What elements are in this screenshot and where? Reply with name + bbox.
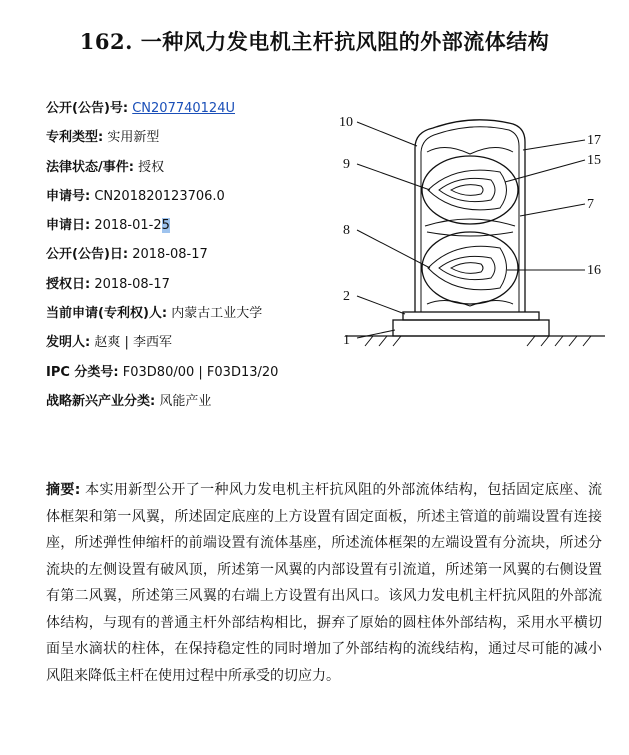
field-value: 赵爽 | 李西军 (94, 335, 172, 351)
first-wing (422, 156, 518, 224)
field-legal-status (46, 153, 346, 182)
field-industry (46, 387, 346, 416)
leader-10 (357, 122, 417, 146)
bottom-pattern (427, 300, 513, 306)
field-label: 公开(公告)号: (46, 101, 129, 116)
ground-hatch (365, 336, 591, 346)
abstract-label: 摘要: (46, 482, 81, 498)
field-label: 申请日: (46, 218, 91, 234)
patent-drawing-svg (335, 108, 615, 358)
field-value: 内蒙古工业大学 (171, 306, 263, 322)
field-value: 2018-08-17 (132, 247, 208, 263)
fluid-frame (415, 120, 525, 312)
base-plate (393, 320, 549, 336)
field-value: 2018-01-2 (94, 218, 162, 234)
patent-drawing (335, 108, 615, 358)
field-assignee (46, 299, 346, 328)
leader-17 (523, 140, 585, 150)
label-9: 9 (343, 157, 350, 172)
field-value: 2018-08-17 (94, 276, 170, 292)
field-grant-date (46, 270, 346, 299)
field-label: 申请号: (46, 188, 91, 204)
field-application-date (46, 211, 346, 240)
field-label: 战略新兴产业分类: (46, 393, 156, 409)
second-wing (422, 232, 518, 304)
page-title: 162. 一种风力发电机主杆抗风阻的外部流体结构 (79, 29, 550, 54)
label-10: 10 (339, 115, 353, 130)
label-17: 17 (587, 133, 601, 148)
patent-metadata (46, 94, 346, 416)
label-16: 16 (587, 263, 601, 278)
field-ipc (46, 358, 346, 387)
field-publication-date (46, 240, 346, 269)
label-2: 2 (343, 289, 350, 304)
first-wing-channel (439, 178, 495, 201)
field-value: F03D80/00 | F03D13/20 (122, 364, 279, 380)
abstract-text: 本实用新型公开了一种风力发电机主杆抗风阻的外部流体结构，包括固定底座、流体框架和第一风翼，所述固定底座的上方设置有固定面板，所述主管道的前端设置有连接座，所述弹性伸缩杆的前端设置有流体基座，所述流体框架的左端设置有分流块，所述分流块的左侧设置有破风顶，所述第一风翼的内部设置有引流道，所述第一风翼的右侧设置有第二风翼，所述第三风翼的右端上方设置有出风口。该风力发电机主杆抗风阻的外部流体结构，与现有的普通主杆外部结构相比，摒弃了原始的圆柱体外部结构，采用水平横切面呈水滴状的柱体，在保持稳定性的同时增加了外部结构的流线结构，通过尽可能的减小风阻来降低主杆在使用过程中所承受的切应力。 (46, 482, 602, 684)
field-label: 公开(公告)日: (46, 247, 129, 263)
middle-divider (425, 219, 515, 236)
field-label: 法律状态/事件: (46, 159, 134, 175)
second-wing-channel (439, 256, 495, 279)
field-value: 风能产业 (159, 393, 212, 409)
text-selection[interactable]: 5 (161, 218, 170, 234)
field-label: 当前申请(专利权)人: (46, 306, 168, 322)
field-label: 发明人: (46, 335, 91, 351)
leader-8 (357, 230, 430, 268)
leader-9 (357, 164, 430, 190)
field-label: 授权日: (46, 276, 91, 292)
field-inventors (46, 328, 346, 357)
field-value: 授权 (138, 159, 165, 175)
field-label: 专利类型: (46, 130, 104, 146)
leader-7 (520, 204, 585, 216)
field-label: IPC 分类号: (46, 364, 119, 380)
label-15: 15 (587, 153, 601, 168)
label-7: 7 (587, 197, 594, 212)
field-patent-type (46, 123, 346, 152)
publication-number-link[interactable]: CN207740124U (132, 101, 235, 116)
field-value: CN201820123706.0 (94, 188, 225, 204)
label-1: 1 (343, 333, 350, 348)
label-8: 8 (343, 223, 350, 238)
leader-2 (357, 296, 405, 314)
leader-1 (357, 330, 395, 338)
first-wing-core (451, 185, 483, 196)
top-pattern (427, 147, 513, 154)
field-application-number (46, 182, 346, 211)
leader-15 (505, 160, 585, 182)
second-wing-core (451, 263, 483, 274)
fixed-panel (403, 312, 539, 320)
field-publication-number (46, 94, 346, 123)
abstract-paragraph (46, 477, 602, 689)
field-value: 实用新型 (107, 130, 160, 146)
